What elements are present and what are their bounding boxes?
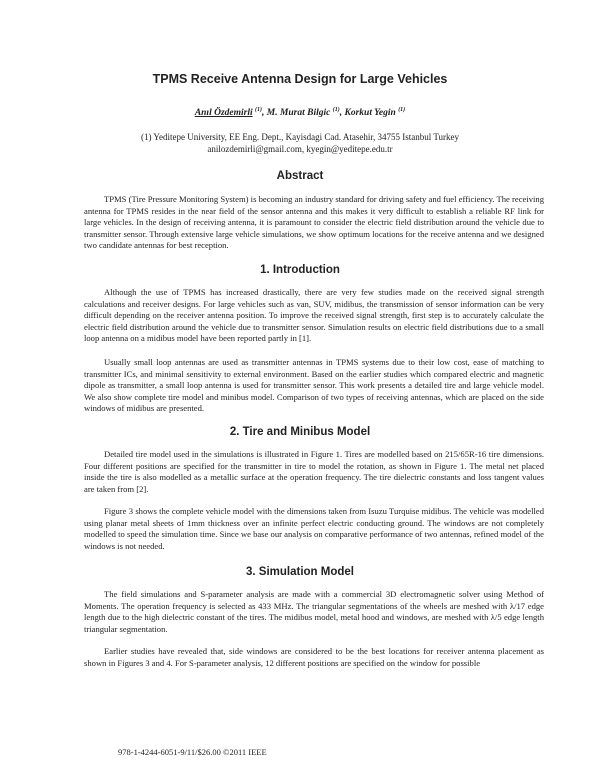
section-3-heading: 3. Simulation Model bbox=[246, 566, 354, 578]
paper-title: TPMS Receive Antenna Design for Large Vehicles bbox=[152, 72, 448, 86]
author-list bbox=[0, 107, 600, 118]
section-2-paragraph-2: Figure 3 shows the complete vehicle model with the dimensions taken from Isuzu Turquise midibus. The vehicle was modelled using planar metal sheets of 1mm thickness over an infinite perfect electric conducting ground. The windows are not completely modelled to speed the simulation time. Since we base our analysis on comparative performance of two antennas, refined model of the windows is not needed. bbox=[84, 506, 544, 551]
author-2-affil-mark: (1) bbox=[332, 107, 340, 113]
section-3-paragraph-1: The field simulations and S-parameter analysis are made with a commercial 3D electromagnetic solver using Method of Moments. The operation frequency is selected as 433 MHz. The triangular segmentations of the wheels are meshed with λ/17 edge length due to the high dielectric constant of the tires. The midibus model, metal hood and windows, are meshed with λ/5 edge length triangular segmentation. bbox=[84, 589, 544, 634]
section-1-heading: 1. Introduction bbox=[260, 264, 340, 276]
author-1-affil-mark: (1) bbox=[255, 107, 262, 113]
section-1-paragraph-1: Although the use of TPMS has increased drastically, there are very few studies made on the received signal strength calculations and receiver designs. For large vehicles such as van, SUV, midibus, the transmission of sensor information can be very difficult depending on the receiver antenna position. To improve the received signal strength, first step is to accurately calculate the electric field distribution around the vehicle due to transmitter sensor. Simulation results on electric field distributions due to a small loop antenna on a midibus model have been reported partly in [1]. bbox=[84, 287, 544, 344]
section-2-paragraph-1: Detailed tire model used in the simulations is illustrated in Figure 1. Tires are modelled based on 215/65R-16 tire dimensions. Four different positions are specified for the transmitter in tire to model the rotation, as shown in Figure 1. The metal net placed inside the tire is also modelled as a metallic surface at the operation frequency. The tire dielectric constants and loss tangent values are taken from [2]. bbox=[84, 449, 544, 494]
author-3-affil-mark: (1) bbox=[398, 107, 406, 113]
affiliation-address: (1) Yeditepe University, EE Eng. Dept., Kayisdagi Cad. Atasehir, 34755 Istanbul Turkey bbox=[140, 132, 460, 142]
section-1-paragraph-2: Usually small loop antennas are used as transmitter antennas in TPMS systems due to their low cost, ease of matching to transmitter ICs, and minimal sensitivity to external environment. Based on the earlier studies which compared electric and magnetic dipole as transmitter, a small loop antenna is used for transmitter sensor. This work presents a detailed tire and large vehicle model. We also show complete tire model and minibus model. Comparison of two types of receiving antennas, which are placed on the side windows of midibus are presented. bbox=[84, 357, 544, 414]
author-separator: , bbox=[262, 108, 267, 119]
abstract-heading: Abstract bbox=[276, 170, 324, 182]
copyright-footer: 978-1-4244-6051-9/11/$26.00 ©2011 IEEE bbox=[118, 747, 267, 757]
affiliation-emails: anilozdemirli@gmail.com, kyegin@yeditepe.edu.tr bbox=[207, 144, 393, 154]
section-3-paragraph-2: Earlier studies have revealed that, side windows are considered to be the best locations for receiver antenna placement as shown in Figures 3 and 4. For S-parameter analysis, 12 different positions are specified on the window for possible bbox=[84, 646, 544, 668]
author-1: Anıl Özdemirli bbox=[194, 108, 253, 119]
abstract-text: TPMS (Tire Pressure Monitoring System) is becoming an industry standard for driving safety and fuel efficiency. The receiving antenna for TPMS resides in the near field of the sensor antenna and this makes it very difficult to establish a reliable RF link for large vehicles. In the design of receiving antenna, it is paramount to consider the electric field distribution around the vehicle due to transmitter sensor. Through extensive large vehicle simulations, we show optimum locations for the receive antenna and we designed two candidate antennas for best reception. bbox=[84, 194, 544, 251]
affiliation bbox=[0, 131, 600, 155]
section-2-heading: 2. Tire and Minibus Model bbox=[229, 426, 371, 438]
author-2: M. Murat Bilgic bbox=[266, 108, 331, 119]
author-separator: , bbox=[339, 108, 345, 119]
author-3: Korkut Yegin bbox=[344, 108, 396, 119]
